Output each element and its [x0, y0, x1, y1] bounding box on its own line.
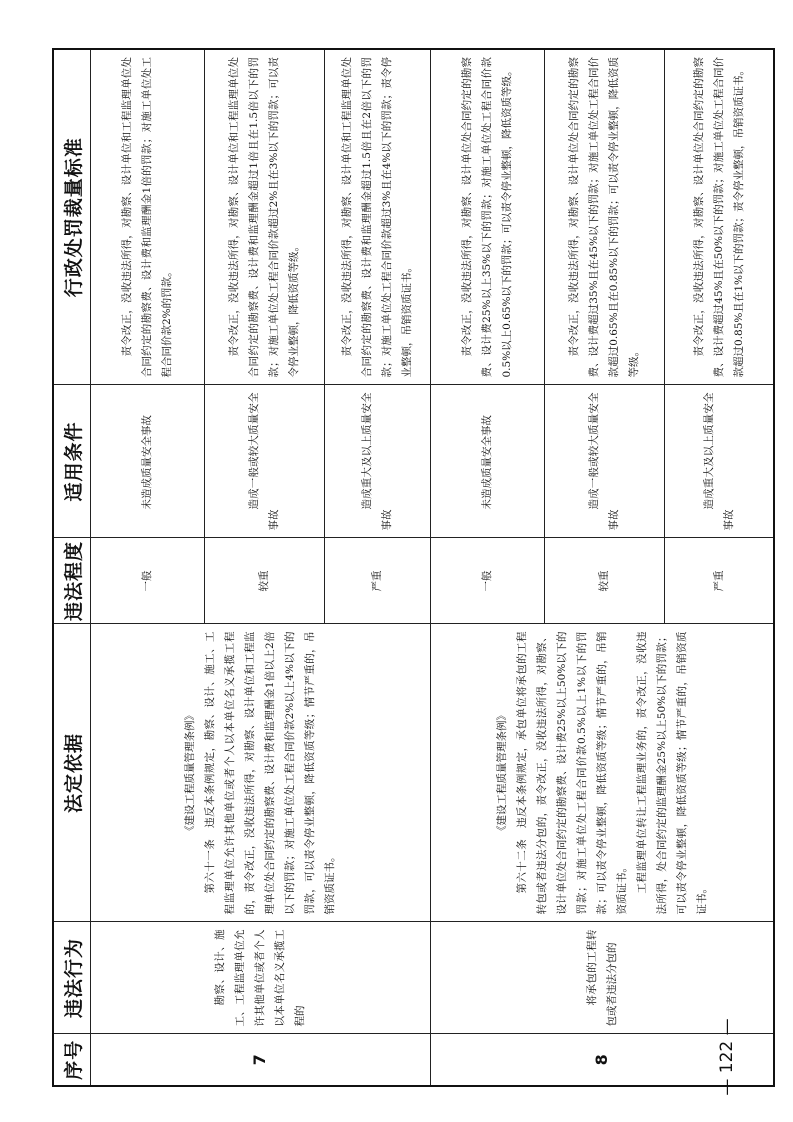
standard-text: 责令改正，没收违法所得，对勘察、设计单位处合同约定的勘察费、设计费超过35%且在45%以下的罚款；对施工单位处工程合同价款超过0.65%且在0.85%以下的罚款；可以责令停业整顿，降低资质等级。 — [568, 57, 641, 378]
degree-cell: 一般 — [91, 538, 205, 624]
basis-paragraph: 第六十一条 违反本条例规定，勘察、设计、施工、工程监理单位允许其他单位或者个人以本单位名义承揽工程的，责令改正，没收违法所得，对勘察、设计单位和工程监理单位处合同约定的勘察费、设计费和监理酬金1倍以上2倍以下的罚款；对施工单位处工程合同价款2%以上4%以下的罚款，可以责令停业整顿，降低资质等级；情节严重的，吊销资质证书。 — [204, 631, 337, 915]
behavior-text: 将承包的工程转包或者违法分包的 — [585, 929, 618, 1027]
standard-cell — [324, 49, 430, 385]
condition-text: 造成重大及以上质量安全事故 — [702, 392, 735, 531]
basis-cell — [430, 624, 774, 922]
seq-cell: 8 — [430, 1034, 774, 1086]
condition-cell — [324, 385, 430, 538]
header-condition: 适用条件 — [53, 385, 91, 538]
behavior-cell — [91, 922, 431, 1034]
behavior-text: 勘察、设计、施工、工程监理单位允许其他单位或者个人以本单位名义承揽工程的 — [214, 929, 307, 1027]
header-standard: 行政处罚裁量标准 — [53, 49, 91, 385]
standard-cell — [430, 49, 544, 385]
standard-text: 责令改正，没收违法所得，对勘察、设计单位和工程监理单位处合同约定的勘察费、设计费和监理酬金超过1倍且在1.5倍以下的罚款；对施工单位处工程合同价款超过2%且在3%以下的罚款；可以责令停业整顿，降低资质等级。 — [228, 57, 301, 378]
header-degree: 违法程度 — [53, 538, 91, 624]
condition-text: 造成重大及以上质量安全事故 — [361, 392, 394, 531]
degree-cell: 一般 — [430, 538, 544, 624]
header-row — [53, 49, 91, 1086]
condition-text: 造成一般或较大质量安全事故 — [588, 392, 621, 531]
condition-cell — [204, 385, 324, 538]
table-row — [430, 49, 544, 1086]
penalty-table — [52, 48, 775, 1087]
standard-cell — [664, 49, 774, 385]
condition-cell — [91, 385, 205, 538]
condition-cell — [544, 385, 664, 538]
standard-cell — [204, 49, 324, 385]
standard-cell — [91, 49, 205, 385]
degree-cell: 严重 — [664, 538, 774, 624]
standard-text: 责令改正，没收违法所得，对勘察、设计单位和工程监理单位处合同约定的勘察费、设计费和监理酬金超过1.5倍且在2倍以下的罚款；对施工单位处工程合同价款超过3%且在4%以下的罚款；责令停业整顿，吊销资质证书。 — [341, 57, 414, 378]
header-behavior: 违法行为 — [53, 922, 91, 1034]
basis-title: 《建设工程质量管理条例》 — [184, 710, 197, 836]
condition-text: 未造成质量安全事故 — [481, 415, 494, 510]
basis-title: 《建设工程质量管理条例》 — [495, 710, 508, 836]
basis-paragraph: 第六十二条 违反本条例规定，承包单位将承包的工程转包或者违法分包的，责令改正，没收违法所得，对勘察、设计单位处合同约定的勘察费、设计费25%以上50%以下的罚款；对施工单位处工程合同价款0.5%以上1%以下的罚款；可以责令停业整顿，降低资质等级；情节严重的，吊销资质证书。 — [515, 631, 628, 915]
seq-cell: 7 — [91, 1034, 431, 1086]
basis-cell — [91, 624, 431, 922]
basis-paragraph: 工程监理单位转让工程监理业务的，责令改正，没收违法所得，处合同约定的监理酬金25%以上50%以下的罚款；可以责令停业整顿，降低资质等级；情节严重的，吊销资质证书。 — [635, 631, 708, 915]
condition-cell — [664, 385, 774, 538]
condition-text: 造成一般或较大质量安全事故 — [248, 392, 281, 531]
standard-cell — [544, 49, 664, 385]
page-number: — 122 — — [717, 1018, 737, 1096]
behavior-cell — [430, 922, 774, 1034]
table-row — [91, 49, 205, 1086]
condition-text: 未造成质量安全事故 — [141, 415, 154, 510]
condition-cell — [430, 385, 544, 538]
rotated-page — [52, 50, 775, 1087]
header-seq: 序号 — [53, 1034, 91, 1086]
degree-cell: 严重 — [324, 538, 430, 624]
degree-cell: 较重 — [544, 538, 664, 624]
standard-text: 责令改正，没收违法所得，对勘察、设计单位处合同约定的勘察费、设计费超过45%且在50%以下的罚款；对施工单位处工程合同价款超过0.85%且在1%以下的罚款；责令停业整顿，吊销资质证书。 — [692, 57, 745, 378]
standard-text: 责令改正，没收违法所得，对勘察、设计单位处合同约定的勘察费、设计费25%以上35%以下的罚款；对施工单位处工程合同价款0.5%以上0.65%以下的罚款；可以责令停业整顿，降低资质等级。 — [461, 57, 514, 378]
header-basis: 法定依据 — [53, 624, 91, 922]
degree-cell: 较重 — [204, 538, 324, 624]
standard-text: 责令改正，没收违法所得，对勘察、设计单位和工程监理单位处合同约定的勘察费、设计费和监理酬金1倍的罚款；对施工单位处工程合同价款2%的罚款。 — [121, 57, 174, 378]
